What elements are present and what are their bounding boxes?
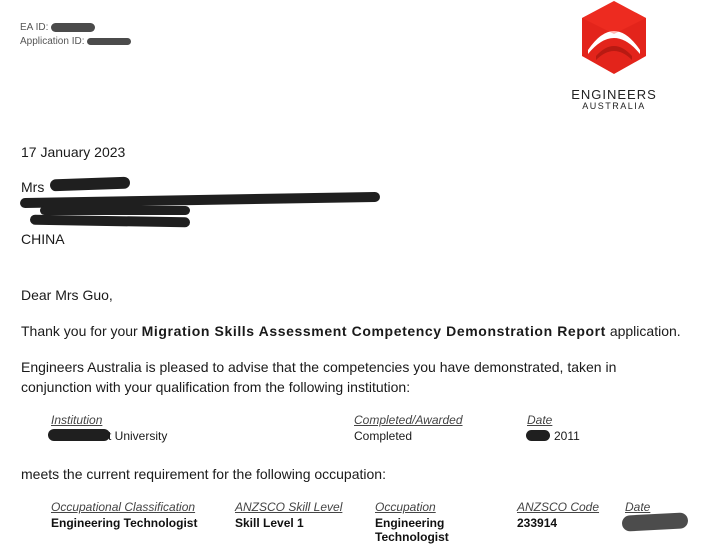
completed-header: Completed/Awarded	[354, 413, 463, 427]
logo-wordmark: ENGINEERS	[571, 87, 657, 102]
anzsco-code-header: ANZSCO Code	[517, 500, 600, 514]
redacted-occupation-date	[622, 512, 689, 531]
date-value: 2011	[554, 429, 580, 443]
letter-date: 17 January 2023	[21, 144, 126, 160]
redacted-application-id	[87, 38, 131, 45]
occupation-value-line-1: Engineering	[375, 516, 445, 530]
meets-line: meets the current requirement for the following occupation:	[21, 466, 386, 482]
advise-line-1: Engineers Australia is pleased to advise that the competencies you have demonstrated, taken in	[21, 359, 617, 375]
logo-subtitle: AUSTRALIA	[582, 101, 646, 111]
skill-level-value: Skill Level 1	[235, 516, 304, 530]
salutation-title: Mrs	[21, 179, 45, 195]
redacted-ea-id	[51, 23, 95, 32]
thanks-paragraph	[21, 321, 681, 341]
occupation-header: Occupation	[375, 500, 436, 514]
application-id-row	[20, 35, 131, 49]
advise-line-2: conjunction with your qualification from the following institution:	[21, 379, 411, 395]
application-id-label: Application ID:	[20, 36, 85, 47]
date-header: Date	[527, 413, 553, 427]
redacted-name	[50, 177, 130, 192]
completed-value: Completed	[354, 429, 413, 443]
skill-level-header: ANZSCO Skill Level	[235, 500, 343, 514]
redacted-address-line-2	[40, 206, 190, 215]
ea-id-label: EA ID:	[20, 22, 49, 33]
thanks-application-type: Migration Skills Assessment Competency Demonstration Report	[141, 323, 606, 339]
anzsco-code-value: 233914	[517, 516, 558, 530]
institution-value: t University	[108, 429, 168, 443]
classification-value: Engineering Technologist	[51, 516, 198, 530]
occupation-date-header: Date	[625, 500, 651, 514]
address-country: CHINA	[21, 231, 65, 247]
ea-id-row	[20, 21, 131, 35]
classification-header: Occupational Classification	[51, 500, 196, 514]
redacted-institution	[48, 429, 110, 441]
thanks-prefix: Thank you for your	[21, 323, 142, 339]
thanks-suffix: application.	[605, 323, 681, 339]
application-ids	[20, 21, 131, 49]
redacted-date-day	[526, 430, 550, 441]
institution-header: Institution	[51, 413, 103, 427]
occupation-value-line-2: Technologist	[375, 530, 449, 544]
redacted-address-line-3	[30, 215, 190, 228]
greeting: Dear Mrs Guo,	[21, 287, 113, 303]
